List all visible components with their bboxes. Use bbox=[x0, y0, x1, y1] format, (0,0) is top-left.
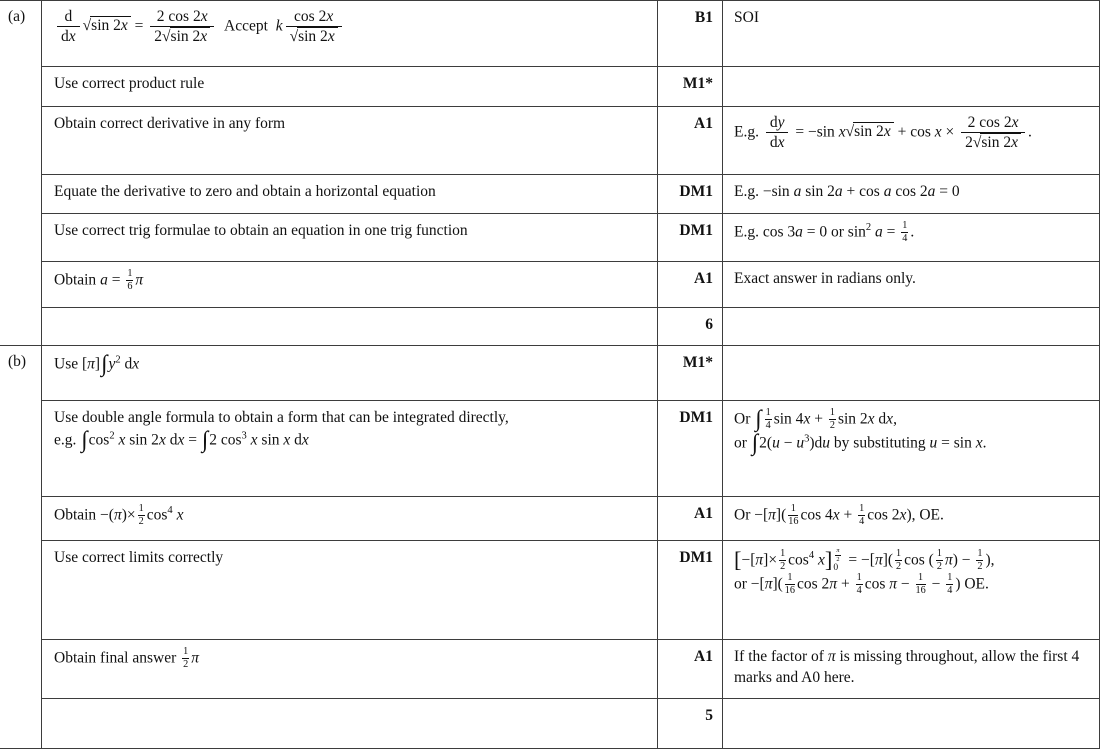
mark-cell: A1 bbox=[658, 107, 723, 175]
guidance-cell bbox=[723, 308, 1100, 346]
part-total: 5 bbox=[658, 699, 723, 749]
answer-cell: Use correct product rule bbox=[42, 67, 658, 107]
guidance-cell bbox=[723, 67, 1100, 107]
answer-cell: Obtain a = $\frac{1}{6}$ π bbox=[42, 262, 658, 308]
answer-cell: Use $[\pi]\int y^2$ dx bbox=[42, 346, 658, 401]
guidance-cell bbox=[723, 346, 1100, 401]
mark-cell: A1 bbox=[658, 262, 723, 308]
guidance-cell: E.g. cos 3a = 0 or $\sin^2 a$ = $\frac{1}{4}$ . bbox=[723, 214, 1100, 262]
mark-cell: A1 bbox=[658, 497, 723, 541]
answer-cell bbox=[42, 699, 658, 749]
part-total: 6 bbox=[658, 308, 723, 346]
answer-cell: Use double angle formula to obtain a form that can be integrated directly, e.g. $\int\cos^2$ x sin 2x dx = ∫2 $\cos^3 x$ sin x dx bbox=[42, 401, 658, 497]
mark-cell: DM1 bbox=[658, 401, 723, 497]
guidance-cell: [−[π]× $\frac{1}{2}$ $\cos^4 x$] $\frac{\pi}{2}$ 0 = −[π]( $\frac{1}{2}$ cos ( $\frac{1}{2}$ π) − $\frac{1}{2}$ ), or −[π]( $\frac{1}{16}$ cos 2π + $\frac{1}{4}$ cos π − $\frac{1}{16}$ − $\frac{1}{4}$ ) OE. bbox=[723, 541, 1100, 640]
guidance-cell: Or −[π]( $\frac{1}{16}$ cos 4x + $\frac{1}{4}$ cos 2x), OE. bbox=[723, 497, 1100, 541]
answer-cell: Use correct limits correctly bbox=[42, 541, 658, 640]
mark-cell: DM1 bbox=[658, 541, 723, 640]
guidance-cell: E.g. $\frac{dy}{dx}$ = −sin x√sin 2x + cos x × $\frac{2 \cos 2x}{2√\sin 2x}$ . bbox=[723, 107, 1100, 175]
mark-cell: DM1 bbox=[658, 214, 723, 262]
answer-cell: Equate the derivative to zero and obtain a horizontal equation bbox=[42, 175, 658, 214]
mark-cell: M1* bbox=[658, 346, 723, 401]
guidance-cell bbox=[723, 699, 1100, 749]
guidance-cell: Or ∫ $\frac{1}{4}$ sin 4x + $\frac{1}{2}$ sin 2x dx, or $\int 2(u - u^3)du$ by substituting u = sin x. bbox=[723, 401, 1100, 497]
mark-cell: A1 bbox=[658, 640, 723, 699]
answer-cell: Obtain final answer $\frac{1}{2}$ π bbox=[42, 640, 658, 699]
guidance-cell: Exact answer in radians only. bbox=[723, 262, 1100, 308]
part-label-b: (b) bbox=[0, 346, 42, 749]
answer-cell: Obtain −(π)× $\frac{1}{2}$ $\cos^4 x$ bbox=[42, 497, 658, 541]
answer-cell: Use correct trig formulae to obtain an equation in one trig function bbox=[42, 214, 658, 262]
answer-cell: $\frac{d}{dx}$ √sin 2x = $\frac{2 \cos 2x}{2√\sin 2x}$ Accept k $\frac{\cos 2x}{√\sin 2x}$ bbox=[42, 1, 658, 67]
mark-cell: DM1 bbox=[658, 175, 723, 214]
answer-cell: Obtain correct derivative in any form bbox=[42, 107, 658, 175]
answer-cell bbox=[42, 308, 658, 346]
mark-cell: M1* bbox=[658, 67, 723, 107]
guidance-cell: If the factor of π is missing throughout, allow the first 4 marks and A0 here. bbox=[723, 640, 1100, 699]
guidance-cell: SOI bbox=[723, 1, 1100, 67]
mark-cell: B1 bbox=[658, 1, 723, 67]
guidance-cell: E.g. −sin a sin 2a + cos a cos 2a = 0 bbox=[723, 175, 1100, 214]
part-label-a: (a) bbox=[0, 1, 42, 346]
